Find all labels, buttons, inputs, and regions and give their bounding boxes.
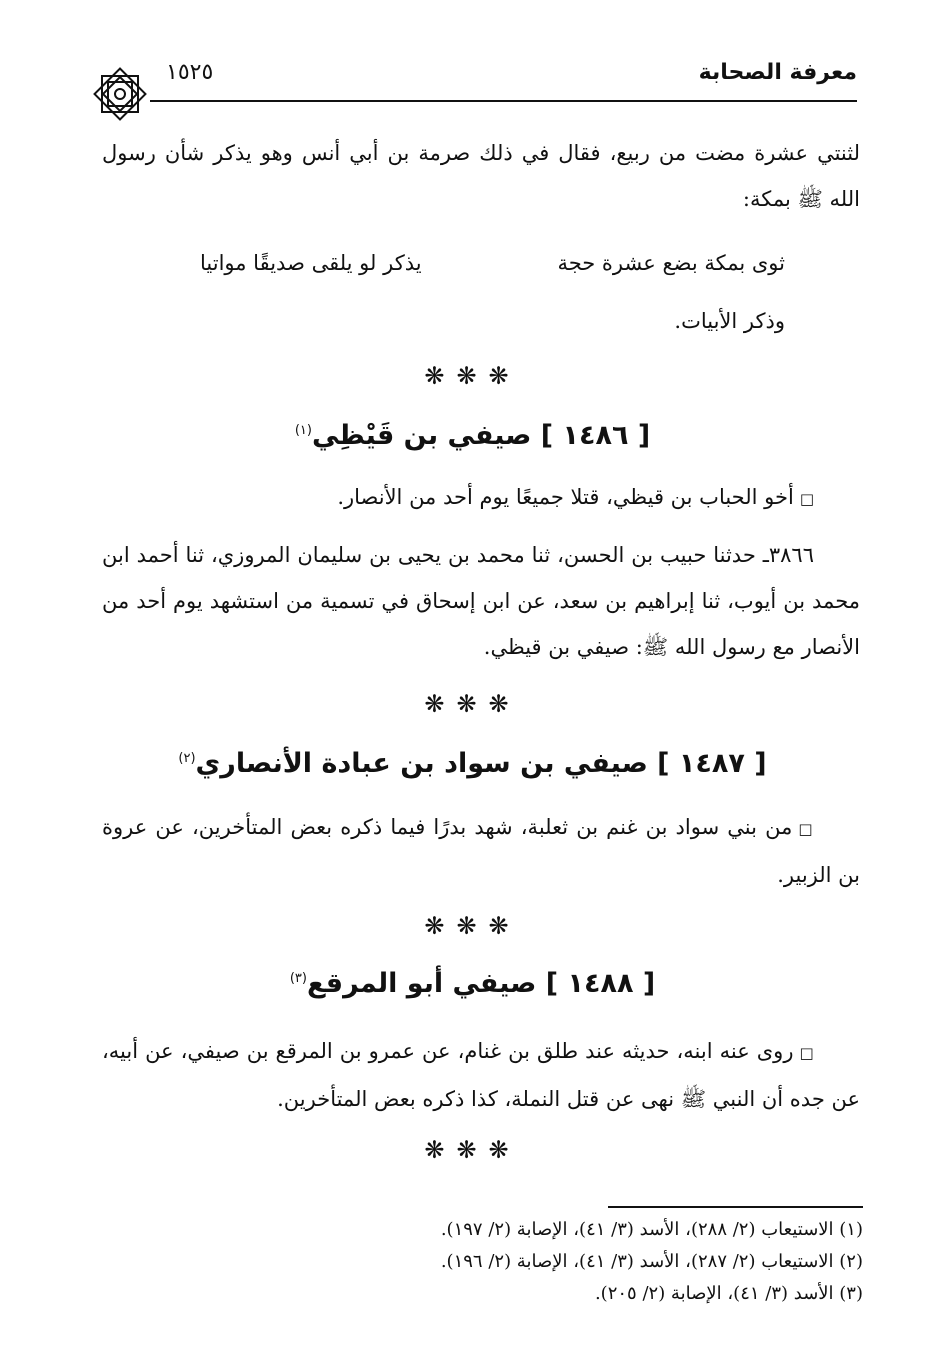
entry-summary-text: أخو الحباب بن قيظي، قتلا جميعًا يوم أحد من الأنصار.	[337, 485, 794, 509]
footnote-ref: (٢)	[178, 751, 196, 766]
closing-line	[200, 298, 785, 344]
octagram-ornament-icon	[88, 62, 152, 126]
intro-paragraph: لثنتي عشرة مضت من ربيع، فقال في ذلك صرمة بن أبي أنس وهو يذكر شأن رسول الله ﷺ بمكة:	[102, 141, 860, 211]
square-marker-icon: □	[799, 1044, 814, 1062]
section-separator: ❋❋❋	[424, 362, 521, 390]
running-title: معرفة الصحابة	[698, 60, 857, 85]
square-marker-icon: □	[799, 490, 814, 508]
entry-summary-text: روى عنه ابنه، حديثه عند طلق بن غنام، عن عمرو بن المرقع بن صيفي، عن أبيه، عن جده أن النبي ﷺ نهى عن قتل النملة، كذا ذكره بعض المتأخرين.	[102, 1039, 860, 1111]
header-rule	[150, 100, 857, 102]
hadith-3866: ٣٨٦٦ـ حدثنا حبيب بن الحسن، ثنا محمد بن يحيى بن سليمان المروزي، ثنا أحمد ابن محمد بن أيوب، ثنا إبراهيم بن سعد، عن ابن إسحاق في تسمية من استشهد يوم أحد من الأنصار مع رسول الله ﷺ: صيفي بن قيظي.	[102, 543, 860, 659]
footnotes	[100, 1214, 863, 1310]
closing-text: وذكر الأبيات.	[674, 309, 785, 333]
footnote-ref: (١)	[294, 423, 312, 438]
poem-verse	[200, 240, 785, 286]
entry-title-1486	[0, 420, 945, 451]
section-separator: ❋❋❋	[424, 912, 521, 940]
footnote-3: (٣) الأسد (٣/ ٤١)، الإصابة (٢/ ٢٠٥).	[594, 1283, 863, 1304]
entry-summary-text: من بني سواد بن غنم بن ثعلبة، شهد بدرًا فيما ذكره بعض المتأخرين، عن عروة بن الزبير.	[102, 815, 860, 887]
footnote-ref: (٣)	[289, 971, 307, 986]
entry-title-text: [ ١٤٨٨ ] صيفي أبو المرقع	[306, 968, 656, 999]
entry-summary-1487	[102, 804, 860, 898]
verse-hemistich-second: يذكر لو يلقى صديقًا مواتيا	[200, 251, 422, 275]
section-separator: ❋❋❋	[424, 1136, 521, 1164]
entry-title-1488	[0, 968, 945, 999]
entry-title-text: [ ١٤٨٧ ] صيفي بن سواد بن عبادة الأنصاري	[195, 748, 767, 779]
entry-summary-1486	[102, 474, 860, 522]
footnote-rule	[608, 1206, 863, 1208]
entry-title-text: [ ١٤٨٦ ] صيفي بن قَيْظِي	[311, 420, 651, 451]
footnote-2: (٢) الاستيعاب (٢/ ٢٨٧)، الأسد (٣/ ٤١)، الإصابة (٢/ ١٩٦).	[440, 1251, 863, 1272]
square-marker-icon: □	[798, 820, 814, 838]
section-separator: ❋❋❋	[424, 690, 521, 718]
verse-hemistich-first: ثوى بمكة بضع عشرة حجة	[557, 251, 785, 275]
entry-title-1487	[0, 748, 945, 779]
page-number: ١٥٢٥	[166, 60, 214, 85]
entry-summary-1488	[102, 1028, 860, 1122]
footnote-1: (١) الاستيعاب (٢/ ٢٨٨)، الأسد (٣/ ٤١)، الإصابة (٢/ ١٩٧).	[440, 1219, 863, 1240]
page-header	[88, 52, 857, 100]
